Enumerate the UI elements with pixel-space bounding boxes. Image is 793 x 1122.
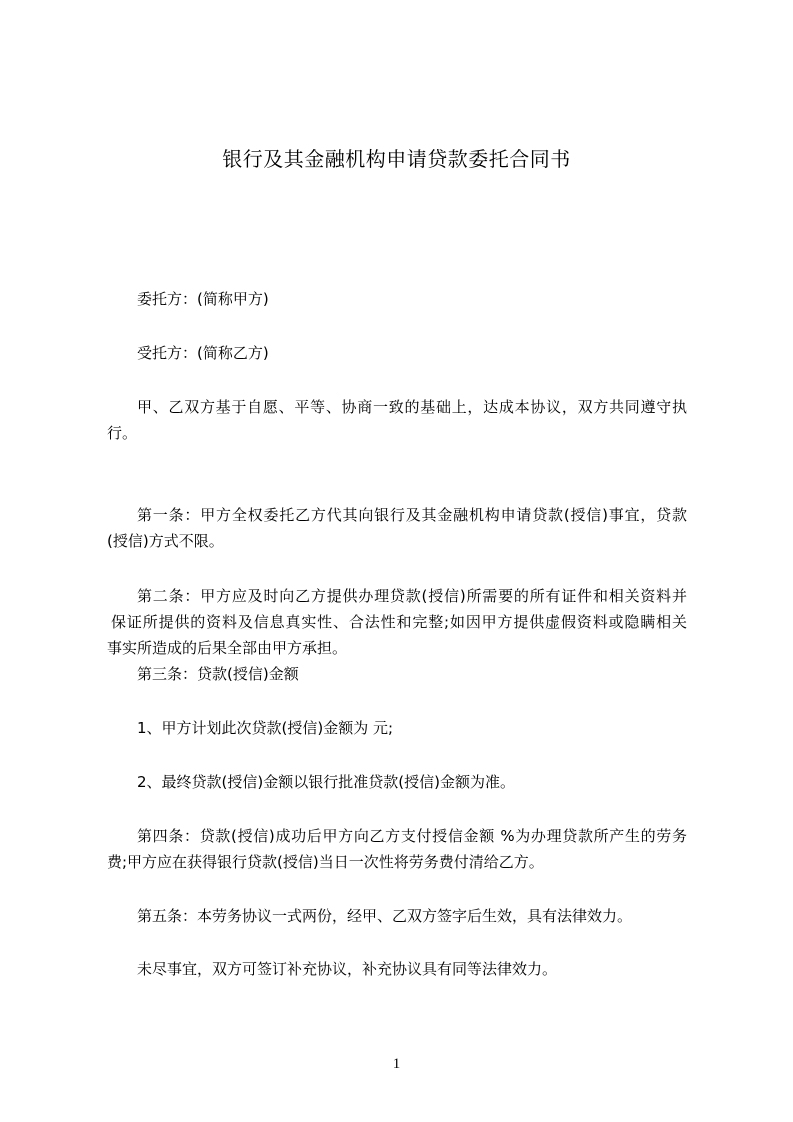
- paragraph-preamble: [107, 394, 687, 446]
- document-title: 银行及其金融机构申请贷款委托合同书: [222, 147, 571, 171]
- paragraph-article-5: [107, 903, 687, 929]
- text-line: 第二条：甲方应及时向乙方提供办理贷款(授信)所需要的所有证件和相关资料并: [137, 587, 687, 605]
- text-line: 第三条：贷款(授信)金额: [137, 665, 299, 683]
- text-line: 第五条：本劳务协议一式两份，经甲、乙双方签字后生效，具有法律效力。: [137, 907, 633, 925]
- paragraph-article-3: [107, 661, 687, 687]
- paragraph-article-4: [107, 823, 687, 875]
- paragraph-closing: [107, 956, 687, 982]
- paragraph-agent: [107, 340, 687, 366]
- text-line: 费;甲方应在获得银行贷款(授信)当日一次性将劳务费付清给乙方。: [107, 853, 544, 871]
- text-line: 保证所提供的资料及信息真实性、合法性和完整;如因甲方提供虚假资料或隐瞒相关: [111, 613, 687, 631]
- paragraph-item-2: [107, 769, 687, 795]
- paragraph-principal: [107, 286, 687, 312]
- text-line: 未尽事宜，双方可签订补充协议，补充协议具有同等法律效力。: [137, 960, 558, 978]
- text-line: 委托方：(简称甲方): [137, 290, 269, 308]
- text-line: 受托方：(简称乙方): [137, 344, 269, 362]
- page-number: 1: [392, 1056, 401, 1072]
- paragraph-article-1: [107, 502, 687, 554]
- text-line: 第四条：贷款(授信)成功后甲方向乙方支付授信金额 %为办理贷款所产生的劳务: [137, 827, 687, 845]
- text-line: 甲、乙双方基于自愿、平等、协商一致的基础上，达成本协议，双方共同遵守执: [137, 398, 687, 416]
- text-line: (授信)方式不限。: [107, 532, 224, 550]
- text-line: 行。: [107, 424, 138, 442]
- text-line: 第一条：甲方全权委托乙方代其向银行及其金融机构申请贷款(授信)事宜，贷款: [137, 506, 687, 524]
- text-line: 事实所造成的后果全部由甲方承担。: [107, 639, 348, 657]
- paragraph-article-2: [107, 583, 687, 661]
- text-line: 2、最终贷款(授信)金额以银行批准贷款(授信)金额为准。: [137, 773, 515, 791]
- paragraph-item-1: [107, 715, 687, 741]
- text-line: 1、甲方计划此次贷款(授信)金额为 元;: [137, 719, 394, 737]
